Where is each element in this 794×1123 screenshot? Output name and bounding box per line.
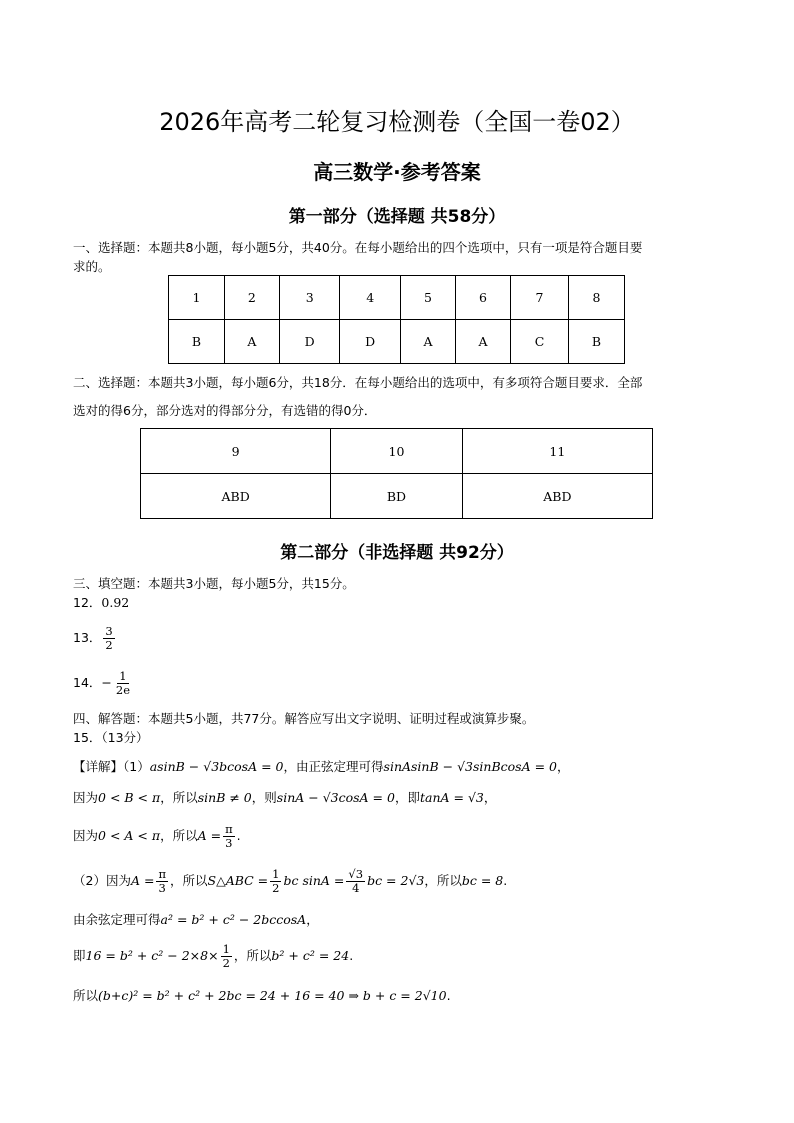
denominator: 4: [352, 881, 360, 895]
question-number: 4: [340, 276, 401, 320]
equation: (b+c)² = b² + c² + 2bc = 24 + 16 = 40 ⇒ b + c = 2√10: [98, 988, 447, 1003]
table-row-answers: [141, 474, 653, 519]
text: ，所以: [170, 873, 208, 888]
numerator: 1: [272, 867, 280, 881]
text: ，所以: [233, 948, 272, 963]
solution-line-3: [73, 820, 241, 852]
question-label: 14．: [73, 675, 102, 690]
section2-instructions-line2: 选对的得6分，部分选对的得部分分，有选错的得0分．: [73, 403, 377, 418]
solution-line-4: [73, 864, 507, 898]
punctuation: .: [236, 828, 241, 843]
text: 因为: [73, 828, 99, 843]
denominator: 2e: [115, 683, 131, 697]
equation: S△ABC =: [207, 873, 269, 888]
equation: bc = 2√3: [367, 873, 425, 888]
answer-cell: B: [569, 320, 625, 364]
equation: sinB ≠ 0: [197, 790, 252, 805]
q12-answer: [73, 593, 129, 613]
answer-cell: A: [224, 320, 279, 364]
answer-cell: A: [400, 320, 455, 364]
denominator: 2: [105, 638, 113, 652]
text: ，则: [251, 790, 277, 805]
equation: a² = b² + c² − 2bccosA: [160, 912, 307, 927]
q13-answer: [73, 622, 117, 654]
numerator: 1: [119, 669, 127, 683]
numerator: √3: [348, 867, 364, 881]
numerator: π: [225, 822, 233, 836]
fraction: [270, 868, 281, 895]
section2-instructions-line1: 二、选择题：本题共3小题，每小题6分，共18分．在每小题给出的选项中，有多项符合题目要求．全部: [73, 375, 643, 390]
question-number: 11: [462, 429, 652, 474]
solution-line-5: [73, 910, 319, 930]
section1-instructions-line1: 一、选择题：本题共8小题，每小题5分，共40分。在每小题给出的四个选项中，只有一项是符合题目要: [73, 240, 643, 255]
denominator: 3: [158, 881, 166, 895]
text: 所以: [73, 988, 99, 1003]
part2-heading: 第二部分（非选择题 共92分）: [280, 543, 514, 563]
text: ，所以: [424, 873, 462, 888]
question-number: 3: [279, 276, 340, 320]
solution-line-1: [73, 757, 570, 777]
equation: tanA = √3: [419, 790, 484, 805]
equation: asinB − √3bcosA = 0: [149, 759, 284, 774]
denominator: 2: [222, 956, 230, 970]
numerator: π: [158, 867, 166, 881]
detail-label: 【详解】: [73, 759, 124, 774]
equation: 16 = b² + c² − 2×8×: [85, 948, 219, 963]
answer-cell: BD: [331, 474, 463, 519]
equation: 0 < B < π: [98, 790, 161, 805]
document-subtitle: 高三数学·参考答案: [313, 160, 481, 184]
table-row-answers: [169, 320, 625, 364]
text: 由余弦定理可得: [73, 912, 161, 927]
q14-answer: [73, 666, 134, 700]
question-number: 10: [331, 429, 463, 474]
text: ，所以: [160, 828, 198, 843]
solution-line-2: [73, 788, 496, 808]
document-title: 2026年高考二轮复习检测卷（全国一卷02）: [159, 108, 635, 136]
section3-instructions: 三、填空题：本题共3小题，每小题5分，共15分。: [73, 576, 355, 591]
text: ，即: [394, 790, 420, 805]
part-label: （2）因为: [73, 873, 131, 888]
section4-instructions: 四、解答题：本题共5小题，共77分。解答应写出文字说明、证明过程或演算步聚。: [73, 711, 535, 726]
equation: A =: [130, 873, 155, 888]
numerator: 3: [105, 624, 113, 638]
question-number: 6: [455, 276, 510, 320]
equation: A =: [197, 828, 222, 843]
equation: b² + c² = 24: [271, 948, 350, 963]
denominator: 3: [225, 836, 233, 850]
answer-cell: ABD: [462, 474, 652, 519]
section1-instructions-line2: 求的。: [73, 259, 111, 274]
answer-cell: B: [169, 320, 225, 364]
fraction: [114, 670, 132, 697]
question-number: 7: [511, 276, 569, 320]
question-number: 9: [141, 429, 331, 474]
equation: bc sinA =: [283, 873, 345, 888]
punctuation: ，: [483, 790, 497, 805]
question-number: 1: [169, 276, 225, 320]
numerator: 1: [222, 942, 230, 956]
answer-cell: D: [279, 320, 340, 364]
fraction: [346, 868, 365, 895]
answer-cell: C: [511, 320, 569, 364]
equation: sinAsinB − √3sinBcosA = 0: [383, 759, 557, 774]
punctuation: ，: [306, 912, 319, 927]
text: ，由正弦定理可得: [283, 759, 384, 774]
question-label: 12．: [73, 595, 102, 610]
equation: bc = 8: [461, 873, 504, 888]
equation: 0 < A < π: [98, 828, 161, 843]
section2-answer-table: [140, 428, 653, 519]
text: ，所以: [160, 790, 198, 805]
text: 因为: [73, 790, 99, 805]
question-number: 8: [569, 276, 625, 320]
part1-heading: 第一部分（选择题 共58分）: [288, 207, 506, 227]
answer-cell: D: [340, 320, 401, 364]
text: 即: [73, 948, 86, 963]
question-number: 5: [400, 276, 455, 320]
punctuation: .: [503, 873, 508, 888]
q15-header: 15．（13分）: [73, 730, 149, 745]
section1-answer-table: [168, 275, 625, 364]
table-row-questions: [169, 276, 625, 320]
answer-cell: ABD: [141, 474, 331, 519]
solution-line-6: [73, 940, 353, 972]
equation: sinA − √3cosA = 0: [276, 790, 395, 805]
fraction: [156, 868, 168, 895]
denominator: 2: [272, 881, 280, 895]
punctuation: .: [349, 948, 354, 963]
fraction: [221, 943, 232, 970]
question-label: 13．: [73, 630, 102, 645]
table-row-questions: [141, 429, 653, 474]
solution-line-7: [73, 986, 451, 1006]
part-label: （1）: [123, 759, 150, 774]
punctuation: .: [446, 988, 451, 1003]
fraction: [103, 625, 114, 652]
minus-sign: −: [101, 675, 112, 690]
question-number: 2: [224, 276, 279, 320]
answer-cell: A: [455, 320, 510, 364]
punctuation: ，: [557, 759, 570, 774]
q12-value: 0.92: [101, 595, 130, 610]
fraction: [223, 823, 235, 850]
